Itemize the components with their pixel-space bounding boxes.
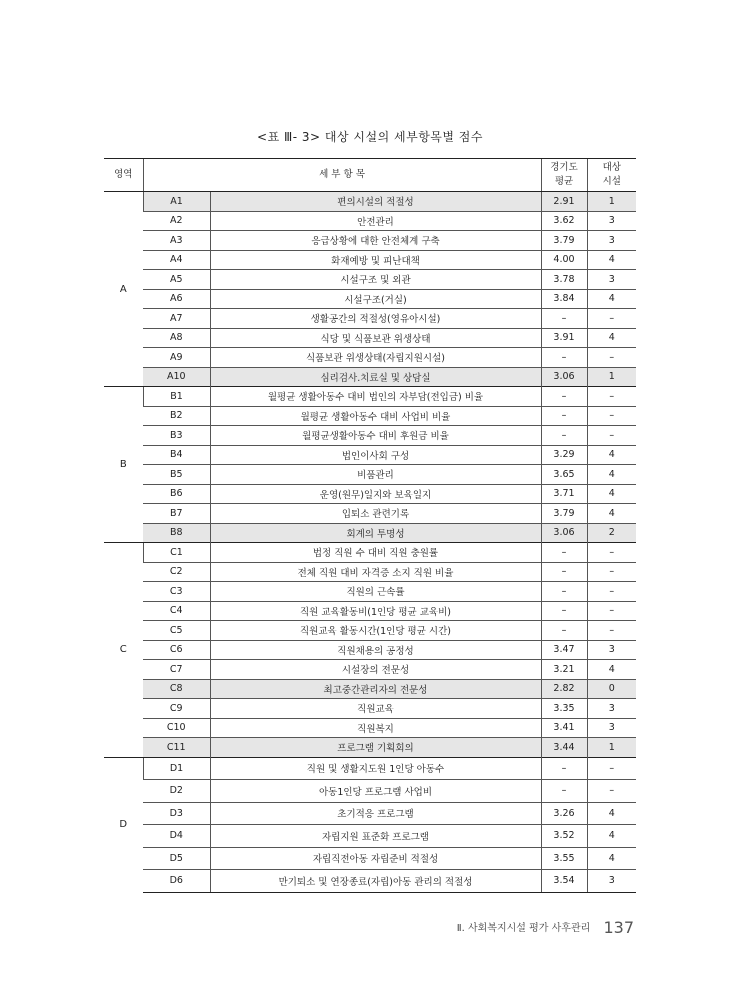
code-cell: A9 xyxy=(143,348,210,368)
item-cell: 직원교육 활동시간(1인당 평균 시간) xyxy=(210,621,541,641)
table-row xyxy=(104,309,636,329)
table-row xyxy=(104,426,636,446)
table-row xyxy=(104,484,636,504)
item-cell: 직원 교육활동비(1인당 평균 교육비) xyxy=(210,601,541,621)
count-cell: 4 xyxy=(587,660,636,680)
table-row xyxy=(104,780,636,803)
code-cell: D3 xyxy=(143,802,210,825)
count-cell: – xyxy=(587,348,636,368)
code-cell: C4 xyxy=(143,601,210,621)
item-cell: 시설구조 및 외관 xyxy=(210,270,541,290)
code-cell: C1 xyxy=(143,543,210,563)
table-row xyxy=(104,562,636,582)
item-cell: 월평균 생활아동수 대비 법인의 자부담(전입금) 비율 xyxy=(210,387,541,407)
average-cell: 2.91 xyxy=(541,192,587,212)
average-cell: 3.79 xyxy=(541,504,587,524)
table-row xyxy=(104,802,636,825)
item-cell: 법인이사회 구성 xyxy=(210,445,541,465)
count-cell: 4 xyxy=(587,465,636,485)
item-cell: 초기적응 프로그램 xyxy=(210,802,541,825)
count-cell: 3 xyxy=(587,211,636,231)
item-cell: 법정 직원 수 대비 직원 충원률 xyxy=(210,543,541,563)
average-cell: 4.00 xyxy=(541,250,587,270)
code-cell: A7 xyxy=(143,309,210,329)
item-cell: 입퇴소 관련기록 xyxy=(210,504,541,524)
count-cell: – xyxy=(587,780,636,803)
count-cell: – xyxy=(587,309,636,329)
count-cell: 4 xyxy=(587,802,636,825)
header-area: 영역 xyxy=(104,159,143,192)
average-cell: 3.65 xyxy=(541,465,587,485)
count-cell: 0 xyxy=(587,679,636,699)
average-cell: 3.55 xyxy=(541,847,587,870)
code-cell: C5 xyxy=(143,621,210,641)
count-cell: – xyxy=(587,601,636,621)
area-cell: C xyxy=(104,543,143,758)
average-cell: – xyxy=(541,387,587,407)
table-row xyxy=(104,211,636,231)
average-cell: 3.54 xyxy=(541,870,587,893)
table-row xyxy=(104,582,636,602)
average-cell: 3.35 xyxy=(541,699,587,719)
table-row xyxy=(104,231,636,251)
table-row xyxy=(104,406,636,426)
average-cell: 3.91 xyxy=(541,328,587,348)
count-cell: 4 xyxy=(587,504,636,524)
header-count: 대상 시설 xyxy=(587,159,636,192)
average-cell: 3.84 xyxy=(541,289,587,309)
item-cell: 직원의 근속률 xyxy=(210,582,541,602)
count-cell: 3 xyxy=(587,270,636,290)
code-cell: B6 xyxy=(143,484,210,504)
code-cell: C2 xyxy=(143,562,210,582)
item-cell: 아동1인당 프로그램 사업비 xyxy=(210,780,541,803)
average-cell: – xyxy=(541,543,587,563)
code-cell: C3 xyxy=(143,582,210,602)
item-cell: 자립직전아동 자립준비 적절성 xyxy=(210,847,541,870)
count-cell: – xyxy=(587,387,636,407)
table-row xyxy=(104,660,636,680)
table-row xyxy=(104,640,636,660)
code-cell: D4 xyxy=(143,825,210,848)
count-cell: 4 xyxy=(587,328,636,348)
count-cell: – xyxy=(587,543,636,563)
table-row xyxy=(104,192,636,212)
table-row xyxy=(104,289,636,309)
average-cell: 3.62 xyxy=(541,211,587,231)
average-cell: 2.82 xyxy=(541,679,587,699)
count-cell: 4 xyxy=(587,289,636,309)
item-cell: 직원 및 생활지도원 1인당 아동수 xyxy=(210,757,541,780)
item-cell: 시설구조(거실) xyxy=(210,289,541,309)
count-cell: 3 xyxy=(587,870,636,893)
code-cell: D2 xyxy=(143,780,210,803)
code-cell: B4 xyxy=(143,445,210,465)
average-cell: 3.47 xyxy=(541,640,587,660)
item-cell: 월평균 생활아동수 대비 사업비 비율 xyxy=(210,406,541,426)
code-cell: A5 xyxy=(143,270,210,290)
table-row xyxy=(104,757,636,780)
code-cell: C9 xyxy=(143,699,210,719)
table-row xyxy=(104,601,636,621)
area-cell: D xyxy=(104,757,143,892)
table-body xyxy=(104,192,636,893)
code-cell: D5 xyxy=(143,847,210,870)
code-cell: A1 xyxy=(143,192,210,212)
item-cell: 회계의 투명성 xyxy=(210,523,541,543)
count-cell: – xyxy=(587,621,636,641)
item-cell: 비품관리 xyxy=(210,465,541,485)
table-row xyxy=(104,718,636,738)
header-item: 세 부 항 목 xyxy=(143,159,541,192)
item-cell: 자립지원 표준화 프로그램 xyxy=(210,825,541,848)
footer-section: Ⅱ. 사회복지시설 평가 사후관리 xyxy=(456,923,591,934)
average-cell: 3.29 xyxy=(541,445,587,465)
item-cell: 안전관리 xyxy=(210,211,541,231)
code-cell: A10 xyxy=(143,367,210,387)
item-cell: 생활공간의 적절성(영유아시설) xyxy=(210,309,541,329)
table-row xyxy=(104,250,636,270)
item-cell: 직원복지 xyxy=(210,718,541,738)
item-cell: 식당 및 식품보관 위생상태 xyxy=(210,328,541,348)
table-header xyxy=(104,159,636,192)
count-cell: 3 xyxy=(587,718,636,738)
code-cell: A3 xyxy=(143,231,210,251)
item-cell: 화재예방 및 피난대책 xyxy=(210,250,541,270)
page-number: 137 xyxy=(603,918,634,937)
average-cell: 3.52 xyxy=(541,825,587,848)
table-row xyxy=(104,270,636,290)
table-row xyxy=(104,679,636,699)
item-cell: 프로그램 기획회의 xyxy=(210,738,541,758)
average-cell: – xyxy=(541,426,587,446)
table-row xyxy=(104,847,636,870)
count-cell: 4 xyxy=(587,250,636,270)
average-cell: – xyxy=(541,309,587,329)
table-row xyxy=(104,348,636,368)
item-cell: 시설장의 전문성 xyxy=(210,660,541,680)
header-average: 경기도 평균 xyxy=(541,159,587,192)
table-row xyxy=(104,328,636,348)
code-cell: C6 xyxy=(143,640,210,660)
average-cell: 3.26 xyxy=(541,802,587,825)
average-cell: – xyxy=(541,406,587,426)
count-cell: 3 xyxy=(587,640,636,660)
code-cell: C7 xyxy=(143,660,210,680)
item-cell: 최고중간관리자의 전문성 xyxy=(210,679,541,699)
table-row xyxy=(104,367,636,387)
code-cell: C10 xyxy=(143,718,210,738)
count-cell: 1 xyxy=(587,738,636,758)
table-row xyxy=(104,621,636,641)
item-cell: 전체 직원 대비 자격증 소지 직원 비율 xyxy=(210,562,541,582)
average-cell: 3.79 xyxy=(541,231,587,251)
count-cell: 4 xyxy=(587,825,636,848)
average-cell: – xyxy=(541,621,587,641)
code-cell: A4 xyxy=(143,250,210,270)
average-cell: 3.71 xyxy=(541,484,587,504)
average-cell: – xyxy=(541,562,587,582)
count-cell: – xyxy=(587,406,636,426)
average-cell: – xyxy=(541,348,587,368)
table-row xyxy=(104,504,636,524)
table-row xyxy=(104,699,636,719)
code-cell: A2 xyxy=(143,211,210,231)
item-cell: 만기퇴소 및 연장종료(자립)아동 관리의 적절성 xyxy=(210,870,541,893)
average-cell: 3.44 xyxy=(541,738,587,758)
count-cell: 4 xyxy=(587,847,636,870)
code-cell: B5 xyxy=(143,465,210,485)
count-cell: 1 xyxy=(587,192,636,212)
code-cell: D1 xyxy=(143,757,210,780)
code-cell: B1 xyxy=(143,387,210,407)
average-cell: – xyxy=(541,757,587,780)
item-cell: 식품보관 위생상태(자립지원시설) xyxy=(210,348,541,368)
average-cell: 3.06 xyxy=(541,367,587,387)
count-cell: 2 xyxy=(587,523,636,543)
code-cell: B3 xyxy=(143,426,210,446)
code-cell: A8 xyxy=(143,328,210,348)
item-cell: 심리검사.치료실 및 상담실 xyxy=(210,367,541,387)
code-cell: B7 xyxy=(143,504,210,524)
count-cell: 4 xyxy=(587,445,636,465)
code-cell: B2 xyxy=(143,406,210,426)
table-row xyxy=(104,523,636,543)
item-cell: 직원교육 xyxy=(210,699,541,719)
table-row xyxy=(104,738,636,758)
table-row xyxy=(104,387,636,407)
table-row xyxy=(104,825,636,848)
item-cell: 응급상황에 대한 안전체계 구축 xyxy=(210,231,541,251)
code-cell: B8 xyxy=(143,523,210,543)
average-cell: 3.06 xyxy=(541,523,587,543)
count-cell: 3 xyxy=(587,699,636,719)
average-cell: 3.78 xyxy=(541,270,587,290)
area-cell: B xyxy=(104,387,143,543)
count-cell: 3 xyxy=(587,231,636,251)
count-cell: 1 xyxy=(587,367,636,387)
count-cell: – xyxy=(587,562,636,582)
table-caption: <표 Ⅲ- 3> 대상 시설의 세부항목별 점수 xyxy=(257,130,483,144)
code-cell: A6 xyxy=(143,289,210,309)
table-row xyxy=(104,465,636,485)
count-cell: – xyxy=(587,757,636,780)
count-cell: – xyxy=(587,426,636,446)
average-cell: – xyxy=(541,780,587,803)
table-row xyxy=(104,543,636,563)
item-cell: 편의시설의 적절성 xyxy=(210,192,541,212)
average-cell: – xyxy=(541,582,587,602)
score-table xyxy=(104,158,636,893)
item-cell: 직원채용의 공정성 xyxy=(210,640,541,660)
average-cell: – xyxy=(541,601,587,621)
count-cell: – xyxy=(587,582,636,602)
count-cell: 4 xyxy=(587,484,636,504)
page-footer xyxy=(457,918,634,937)
code-cell: C11 xyxy=(143,738,210,758)
table-row xyxy=(104,870,636,893)
table-row xyxy=(104,445,636,465)
item-cell: 월평균생활아동수 대비 후원금 비율 xyxy=(210,426,541,446)
code-cell: D6 xyxy=(143,870,210,893)
item-cell: 운영(원무)일지와 보육일지 xyxy=(210,484,541,504)
average-cell: 3.41 xyxy=(541,718,587,738)
code-cell: C8 xyxy=(143,679,210,699)
area-cell: A xyxy=(104,192,143,387)
average-cell: 3.21 xyxy=(541,660,587,680)
